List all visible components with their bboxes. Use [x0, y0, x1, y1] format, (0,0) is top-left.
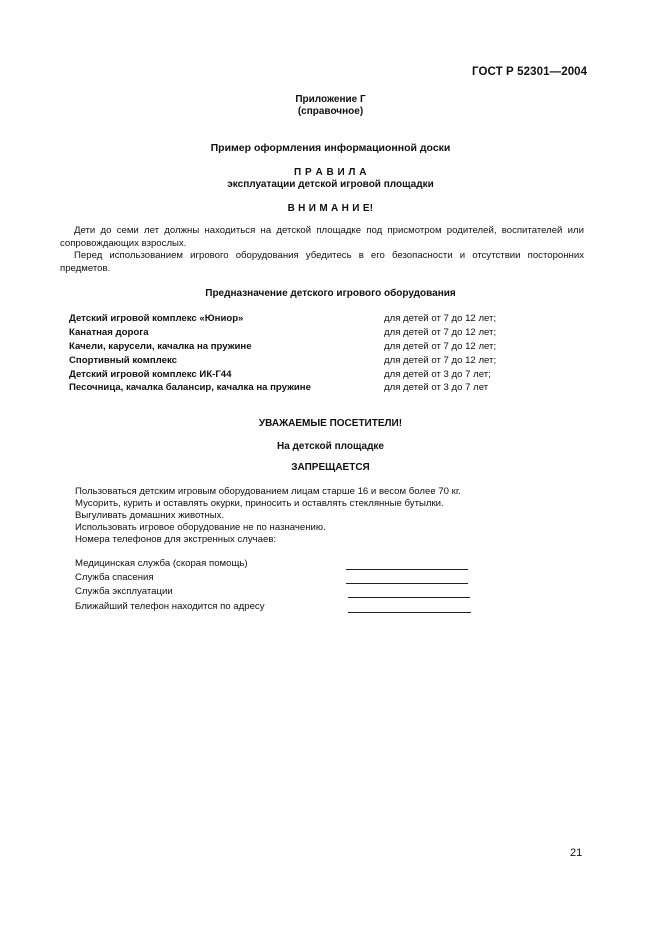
phone-label: Ближайший телефон находится по адресу: [75, 601, 265, 612]
phone-row: [0, 586, 661, 600]
phone-row: [0, 558, 661, 572]
equipment-age: для детей от 7 до 12 лет;: [384, 355, 497, 366]
rules-subheading: эксплуатации детской игровой площадки: [227, 179, 434, 190]
emergency-phones-intro: Номера телефонов для экстренных случаев:: [75, 534, 277, 545]
rules-heading: П Р А В И Л А: [294, 167, 367, 178]
equipment-age: для детей от 7 до 12 лет;: [384, 327, 497, 338]
equipment-row: [0, 341, 661, 355]
equipment-name: Детский игровой комплекс «Юниор»: [69, 313, 244, 324]
forbidden-item: Пользоваться детским игровым оборудованием лицам старше 16 и весом более 70 кг.: [75, 486, 461, 497]
equipment-name: Детский игровой комплекс ИК-Г44: [69, 369, 232, 380]
equipment-age: для детей от 7 до 12 лет;: [384, 341, 497, 352]
equipment-name: Качели, карусели, качалка на пружине: [69, 341, 252, 352]
paragraph-supervision: Дети до семи лет должны находиться на детской площадке под присмотром родителей, воспитателей или сопровождающих взрослых.: [60, 225, 584, 249]
phone-row: [0, 601, 661, 615]
equipment-name: Спортивный комплекс: [69, 355, 177, 366]
equipment-age: для детей от 7 до 12 лет;: [384, 313, 497, 324]
on-playground-label: На детской площадке: [277, 441, 384, 452]
phone-row: [0, 572, 661, 586]
forbidden-item: Мусорить, курить и оставлять окурки, приносить и оставлять стеклянные бутылки.: [75, 498, 444, 509]
equipment-age: для детей от 3 до 7 лет: [384, 382, 489, 393]
example-title: Пример оформления информационной доски: [210, 142, 451, 154]
equipment-row: [0, 382, 661, 396]
page-number: 21: [570, 847, 583, 859]
phone-label: Служба спасения: [75, 572, 154, 583]
phone-blank-line: [348, 597, 470, 598]
visitors-heading: УВАЖАЕМЫЕ ПОСЕТИТЕЛИ!: [258, 418, 403, 429]
forbidden-item: Выгуливать домашних животных.: [75, 510, 225, 521]
equipment-name: Песочница, качалка балансир, качалка на пружине: [69, 382, 311, 393]
document-code: ГОСТ Р 52301—2004: [472, 66, 588, 78]
forbidden-heading: ЗАПРЕЩАЕТСЯ: [291, 462, 370, 473]
attention-heading: В Н И М А Н И Е!: [287, 203, 374, 214]
appendix-subtitle: (справочное): [297, 106, 364, 117]
paragraph-safety-check: Перед использованием игрового оборудования убедитесь в его безопасности и отсутствии посторонних предметов.: [60, 250, 584, 274]
phone-blank-line: [346, 569, 468, 570]
equipment-age: для детей от 3 до 7 лет;: [384, 369, 491, 380]
appendix-title: Приложение Г: [295, 94, 366, 105]
phone-label: Служба эксплуатации: [75, 586, 173, 597]
forbidden-item: Использовать игровое оборудование не по назначению.: [75, 522, 326, 533]
equipment-row: [0, 327, 661, 341]
equipment-row: [0, 369, 661, 383]
phone-blank-line: [348, 612, 471, 613]
equipment-row: [0, 313, 661, 327]
equipment-row: [0, 355, 661, 369]
phone-label: Медицинская служба (скорая помощь): [75, 558, 248, 569]
equipment-name: Канатная дорога: [69, 327, 149, 338]
phone-blank-line: [346, 583, 468, 584]
equipment-heading: Предназначение детского игрового оборудования: [205, 288, 456, 299]
